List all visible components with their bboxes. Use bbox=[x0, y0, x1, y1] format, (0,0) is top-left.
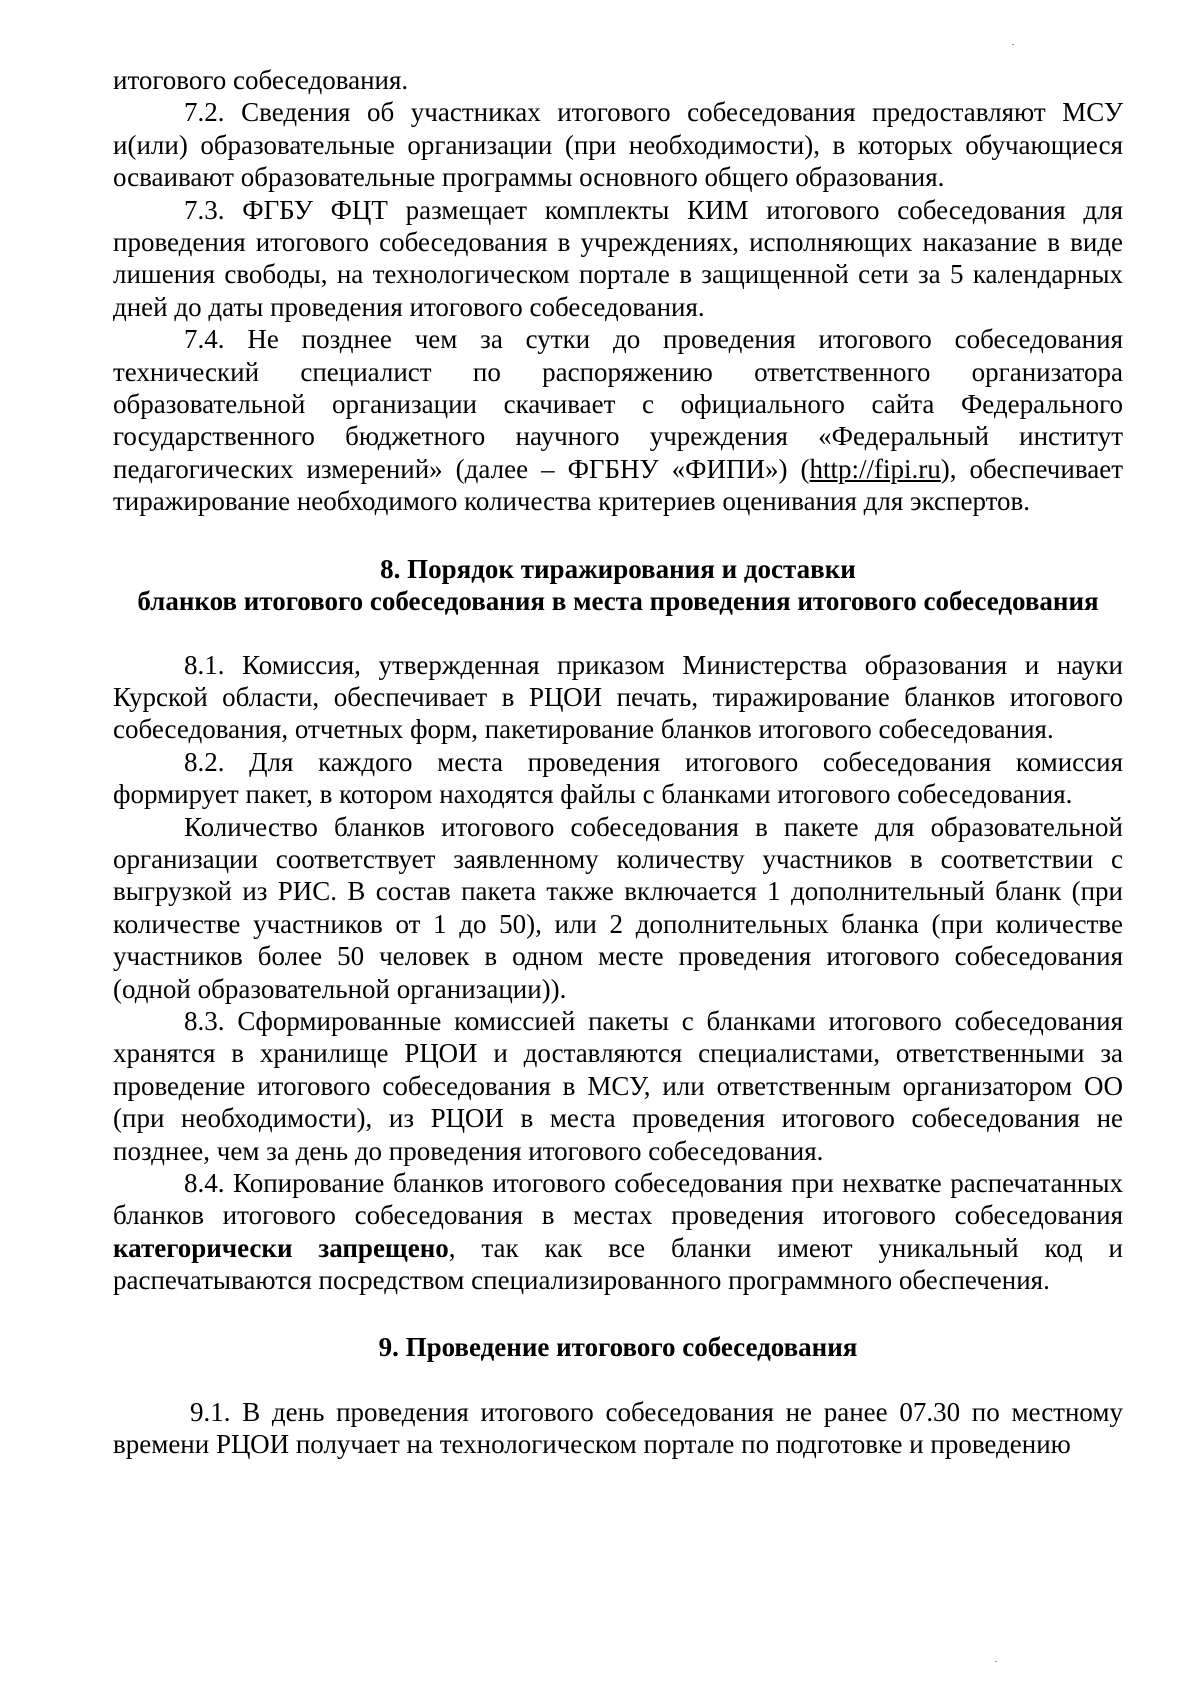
paragraph-continuation: итогового собеседования. bbox=[113, 65, 409, 95]
paragraph-8-4 bbox=[113, 1167, 1123, 1297]
section-9-heading: 9. Проведение итогового собеседования bbox=[378, 1331, 858, 1362]
paragraph-7-2: 7.2. Сведения об участниках итогового собеседования предоставляют МСУ и(или) образовательные организации (при необходимости), в которых обучающиеся осваивают образовательные программы основного общего образования. bbox=[113, 97, 1123, 193]
paragraph-8-2: 8.2. Для каждого места проведения итогового собеседования комиссия формирует пакет, в котором находятся файлы с бланками итогового собеседования. bbox=[113, 746, 1123, 810]
paragraph-9-1: 9.1. В день проведения итогового собеседования не ранее 07.30 по местному времени РЦОИ получает на технологическом портале по подготовке и проведению bbox=[113, 1397, 1123, 1460]
prohibition-emphasis: категорически запрещено bbox=[113, 1232, 449, 1263]
spacer bbox=[113, 1297, 1123, 1331]
section-8-heading-line-2: бланков итогового собеседования в места проведения итогового собеседования bbox=[137, 586, 1099, 617]
paragraph-7-4-text-start: 7.4. Не позднее чем за сутки до проведения итогового собеседования технический специалист по распоряжению ответственного организатора образовательной организации скачивает с официального сайта Федерального государственного бюджетного научного учреждения «Федеральный институт педагогических измерений» (далее – ФГБНУ «ФИПИ») ( bbox=[113, 324, 1123, 484]
paragraph-8-2-quantity: Количество бланков итогового собеседования в пакете для образовательной организации соответствует заявленному количеству участников в соответствии с выгрузкой из РИС. В состав пакета также включается 1 дополнительный бланк (при количестве участников от 1 до 50), или 2 дополнительных бланка (при количестве участников более 50 человек в одном месте проведения итогового собеседования (одной образовательной организации)). bbox=[113, 811, 1123, 1004]
paragraph-8-1: 8.1. Комиссия, утвержденная приказом Министерства образования и науки Курской области, обеспечивает в РЦОИ печать, тиражирование бланков итогового собеседования, отчетных форм, пакетирование бланков итогового собеседования. bbox=[113, 649, 1123, 745]
paragraph-8-4-text-start: 8.4. Копирование бланков итогового собеседования при нехватке распечатанных бланков итогового собеседования в местах проведения итогового собеседования bbox=[113, 1168, 1123, 1231]
scan-speck bbox=[1012, 44, 1014, 45]
spacer bbox=[113, 518, 1123, 553]
paragraph-7-4-text-end: ), обеспечивает тиражирование необходимого количества критериев оценивания для экспертов. bbox=[113, 453, 1123, 517]
spacer bbox=[113, 1363, 1123, 1396]
paragraph-8-3: 8.3. Сформированные комиссией пакеты с бланками итогового собеседования хранятся в хранилище РЦОИ и доставляются специалистами, ответственными за проведение итогового собеседования в МСУ, или ответственным организатором ОО (при необходимости), из РЦОИ в места проведения итогового собеседования не позднее, чем за день до проведения итогового собеседования. bbox=[113, 1005, 1123, 1166]
paragraph-8-4-text-end: , так как все бланки имеют уникальный код и распечатываются посредством специализированного программного обеспечения. bbox=[113, 1232, 1123, 1296]
paragraph-7-3: 7.3. ФГБУ ФЦТ размещает комплекты КИМ итогового собеседования для проведения итогового собеседования в учреждениях, исполняющих наказание в виде лишения свободы, на технологическом портале в защищенной сети за 5 календарных дней до даты проведения итогового собеседования. bbox=[113, 194, 1123, 322]
fipi-link[interactable]: http://fipi.ru bbox=[809, 453, 941, 484]
spacer bbox=[113, 618, 1123, 649]
paragraph-7-4 bbox=[113, 323, 1123, 517]
section-8-heading-line-1: 8. Порядок тиражирования и доставки bbox=[380, 553, 856, 584]
document-page bbox=[113, 64, 1123, 1461]
scan-speck bbox=[995, 1661, 997, 1662]
